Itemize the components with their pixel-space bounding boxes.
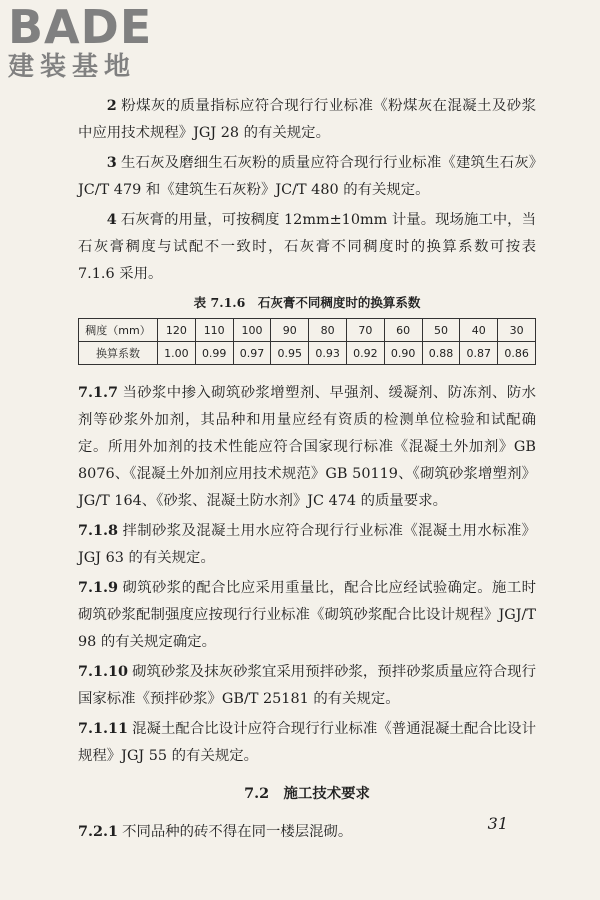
table-cell: 0.99 — [195, 342, 233, 365]
table-cell: 100 — [233, 319, 271, 342]
clause-7-2-1: 7.2.1 不同品种的砖不得在同一楼层混砌。 — [78, 823, 353, 840]
table-cell: 80 — [309, 319, 347, 342]
paragraph-item-2: 2 粉煤灰的质量指标应符合现行行业标准《粉煤灰在混凝土及砂浆中应用技术规程》JGJ 28 的有关规定。 — [78, 97, 536, 141]
table-cell: 0.92 — [346, 342, 384, 365]
table-cell: 0.87 — [460, 342, 498, 365]
table-row — [79, 319, 536, 342]
table-cell: 50 — [422, 319, 460, 342]
clause-7-1-8: 7.1.8 拌制砂浆及混凝土用水应符合现行行业标准《混凝土用水标准》JGJ 63 的有关规定。 — [78, 522, 536, 566]
table-cell: 120 — [158, 319, 196, 342]
table-cell: 30 — [498, 319, 536, 342]
section-title: 7.2 施工技术要求 — [244, 785, 370, 802]
table-cell: 0.97 — [233, 342, 271, 365]
table-cell: 0.93 — [309, 342, 347, 365]
page-number: 31 — [487, 814, 508, 833]
brand-logo — [8, 0, 178, 82]
table-cell: 1.00 — [158, 342, 196, 365]
conversion-table — [78, 318, 536, 365]
page-content — [78, 92, 536, 848]
logo-brand-text: BADE — [8, 0, 153, 54]
table-cell: 110 — [195, 319, 233, 342]
table-cell: 0.86 — [498, 342, 536, 365]
table-row-header: 换算系数 — [79, 342, 158, 365]
table-title: 表 7.1.6 石灰膏不同稠度时的换算系数 — [193, 295, 421, 310]
clause-7-1-9: 7.1.9 砌筑砂浆的配合比应采用重量比，配合比应经试验确定。施工时砌筑砂浆配制强度应按现行行业标准《砌筑砂浆配合比设计规程》JGJ/T 98 的有关规定确定。 — [78, 579, 536, 650]
paragraph-item-4: 4 石灰膏的用量，可按稠度 12mm±10mm 计量。现场施工中，当石灰膏稠度与试配不一致时，石灰膏不同稠度时的换算系数可按表 7.1.6 采用。 — [78, 211, 536, 282]
clause-7-1-11: 7.1.11 混凝土配合比设计应符合现行行业标准《普通混凝土配合比设计规程》JGJ 55 的有关规定。 — [78, 720, 536, 764]
table-cell: 70 — [346, 319, 384, 342]
table-row — [79, 342, 536, 365]
table-cell: 0.95 — [271, 342, 309, 365]
table-cell: 0.90 — [384, 342, 422, 365]
table-row-header: 稠度（mm） — [79, 319, 158, 342]
clause-7-1-7: 7.1.7 当砂浆中掺入砌筑砂浆增塑剂、早强剂、缓凝剂、防冻剂、防水剂等砂浆外加剂，其品种和用量应经有资质的检测单位检验和试配确定。所用外加剂的技术性能应符合国家现行标准《混凝土外加剂》GB 8076、《混凝土外加剂应用技术规范》GB 50119、《砌筑砂浆增塑剂》JG/T 164、《砂浆、混凝土防水剂》JC 474 的质量要求。 — [78, 384, 536, 509]
paragraph-item-3: 3 生石灰及磨细生石灰粉的质量应符合现行行业标准《建筑生石灰》JC/T 479 和《建筑生石灰粉》JC/T 480 的有关规定。 — [78, 154, 536, 198]
table-cell: 0.88 — [422, 342, 460, 365]
logo-subtitle: 建装基地 — [8, 52, 137, 82]
table-cell: 40 — [460, 319, 498, 342]
table-cell: 60 — [384, 319, 422, 342]
clause-7-1-10: 7.1.10 砌筑砂浆及抹灰砂浆宜采用预拌砂浆，预拌砂浆质量应符合现行国家标准《预拌砂浆》GB/T 25181 的有关规定。 — [78, 663, 536, 707]
table-cell: 90 — [271, 319, 309, 342]
